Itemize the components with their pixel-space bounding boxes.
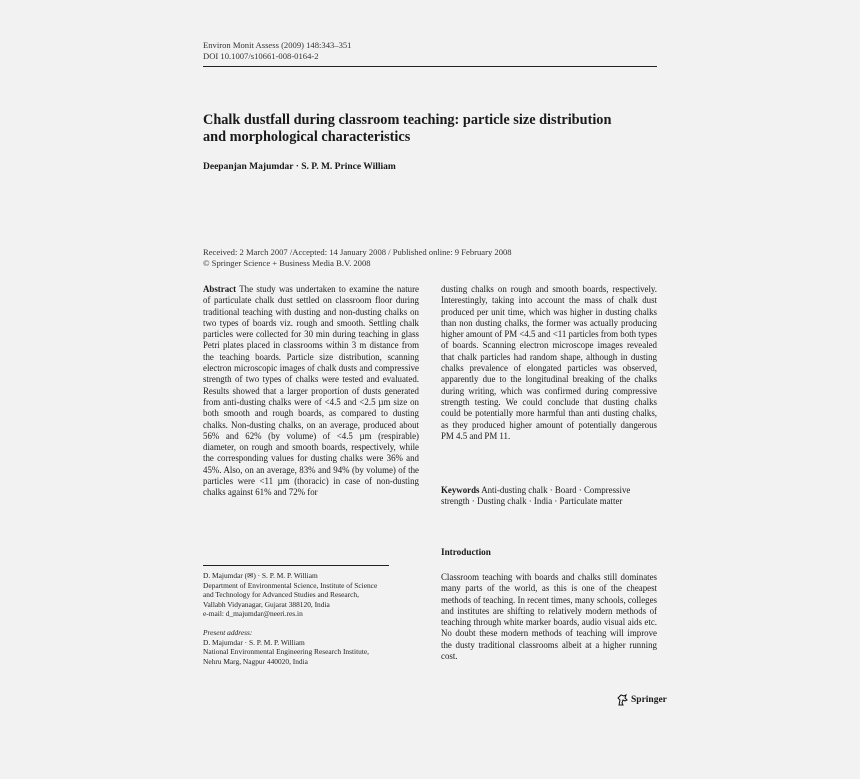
affil-line-2: Department of Environmental Science, Institute of Science (203, 580, 378, 590)
present-line-2: National Environmental Engineering Research Institute, (203, 647, 370, 657)
affil-email: e-mail: d_majumdar@neeri.res.in (203, 609, 303, 619)
journal-doi: DOI 10.1007/s10661-008-0164-2 (203, 51, 319, 61)
publication-dates (203, 247, 512, 268)
received-dates: Received: 2 March 2007 /Accepted: 14 January 2008 / Published online: 9 February 2008 (203, 247, 512, 257)
keywords-label: Keywords (441, 485, 480, 495)
affil-line-3: and Technology for Advanced Studies and Research, (203, 590, 359, 600)
journal-citation: Environ Monit Assess (2009) 148:343–351 (203, 40, 352, 50)
copyright-line: © Springer Science + Business Media B.V. 2008 (203, 257, 371, 268)
springer-horse-icon (617, 694, 628, 706)
abstract-text-left: The study was undertaken to examine the nature of particulate chalk dust settled on classroom floor during traditional teaching with dusting and non-dusting chalks on two types of boards viz. rough and smooth. Settling chalk particles were collected for 30 min during teaching in glass Petri plates placed in classrooms within 3 m distance from the teaching boards. Particle size distribution, scanning electron microscopic images of chalk dusts and compressive strength of two types of chalks were tested and evaluated. Results showed that a larger proportion of dusts generated from anti-dusting chalks were of <4.5 and <2.5 µm size on both smooth and rough boards, as compared to dusting chalks. Non-dusting chalks, on an average, produced about 56% and 62% (by volume) of <4.5 µm (respirable) diameter, on rough and smooth boards, respectively, while the corresponding values for dusting chalks were 36% and 45%. Also, on an average, 83% and 94% (by volume) of the particles were <11 µm (thoracic) in case of non-dusting chalks against 61% and 72% for (203, 284, 419, 498)
keywords-block (441, 485, 657, 508)
header-rule (203, 66, 657, 67)
publisher-logo (617, 694, 667, 706)
introduction-text: Classroom teaching with boards and chalks still dominates many parts of the world, as this is one of the cheapest methods of teaching. In recent times, many schools, colleges and institutes are shifting to relatively modern methods of teaching through white marker boards, audio visual aids etc. No doubt these modern methods of teaching will improve the dusty traditional classrooms albeit at a higher running cost. (441, 572, 657, 662)
introduction-heading: Introduction (441, 547, 491, 557)
author-affiliation (203, 571, 419, 666)
affil-gap (203, 619, 419, 628)
paper-title: Chalk dustfall during classroom teaching: particle size distribution and morphological characteristics (203, 112, 612, 145)
present-line-1: D. Majumdar · S. P. M. P. William (203, 637, 305, 647)
affil-line-4: Vallabh Vidyanagar, Gujarat 388120, India (203, 599, 330, 609)
abstract-left-column (203, 284, 419, 499)
abstract-right-column: dusting chalks on rough and smooth boards, respectively. Interestingly, taking into account the mass of chalk dust produced per unit time, which was higher in dusting chalks than non dusting chalks, the former was actually producing higher amount of PM <4.5 and <11 particles from both types of boards. Scanning electron microscope images revealed that chalk particles had random shape, although in dusting chalks prevalence of elongated particles was observed, apparently due to the longitudinal breaking of the chalks during writing, which was confirmed during compressive strength testing. We could conclude that dusting chalks could be potentially more harmful than anti dusting chalks, as they produced higher amount of potentially dangerous PM 4.5 and PM 11. (441, 284, 657, 441)
present-address-label: Present address: (203, 627, 253, 637)
keywords-text: Anti-dusting chalk · Board · Compressive strength · Dusting chalk · India · Particulate matter (441, 485, 631, 507)
publisher-name: Springer (631, 695, 667, 705)
affil-line-1: D. Majumdar (✉) · S. P. M. P. William (203, 571, 318, 580)
paper-authors: Deepanjan Majumdar · S. P. M. Prince William (203, 162, 396, 172)
present-line-3: Nehru Marg, Nagpur 440020, India (203, 656, 308, 666)
footnote-rule (203, 565, 389, 566)
journal-header (203, 40, 351, 62)
abstract-label: Abstract (203, 284, 237, 294)
